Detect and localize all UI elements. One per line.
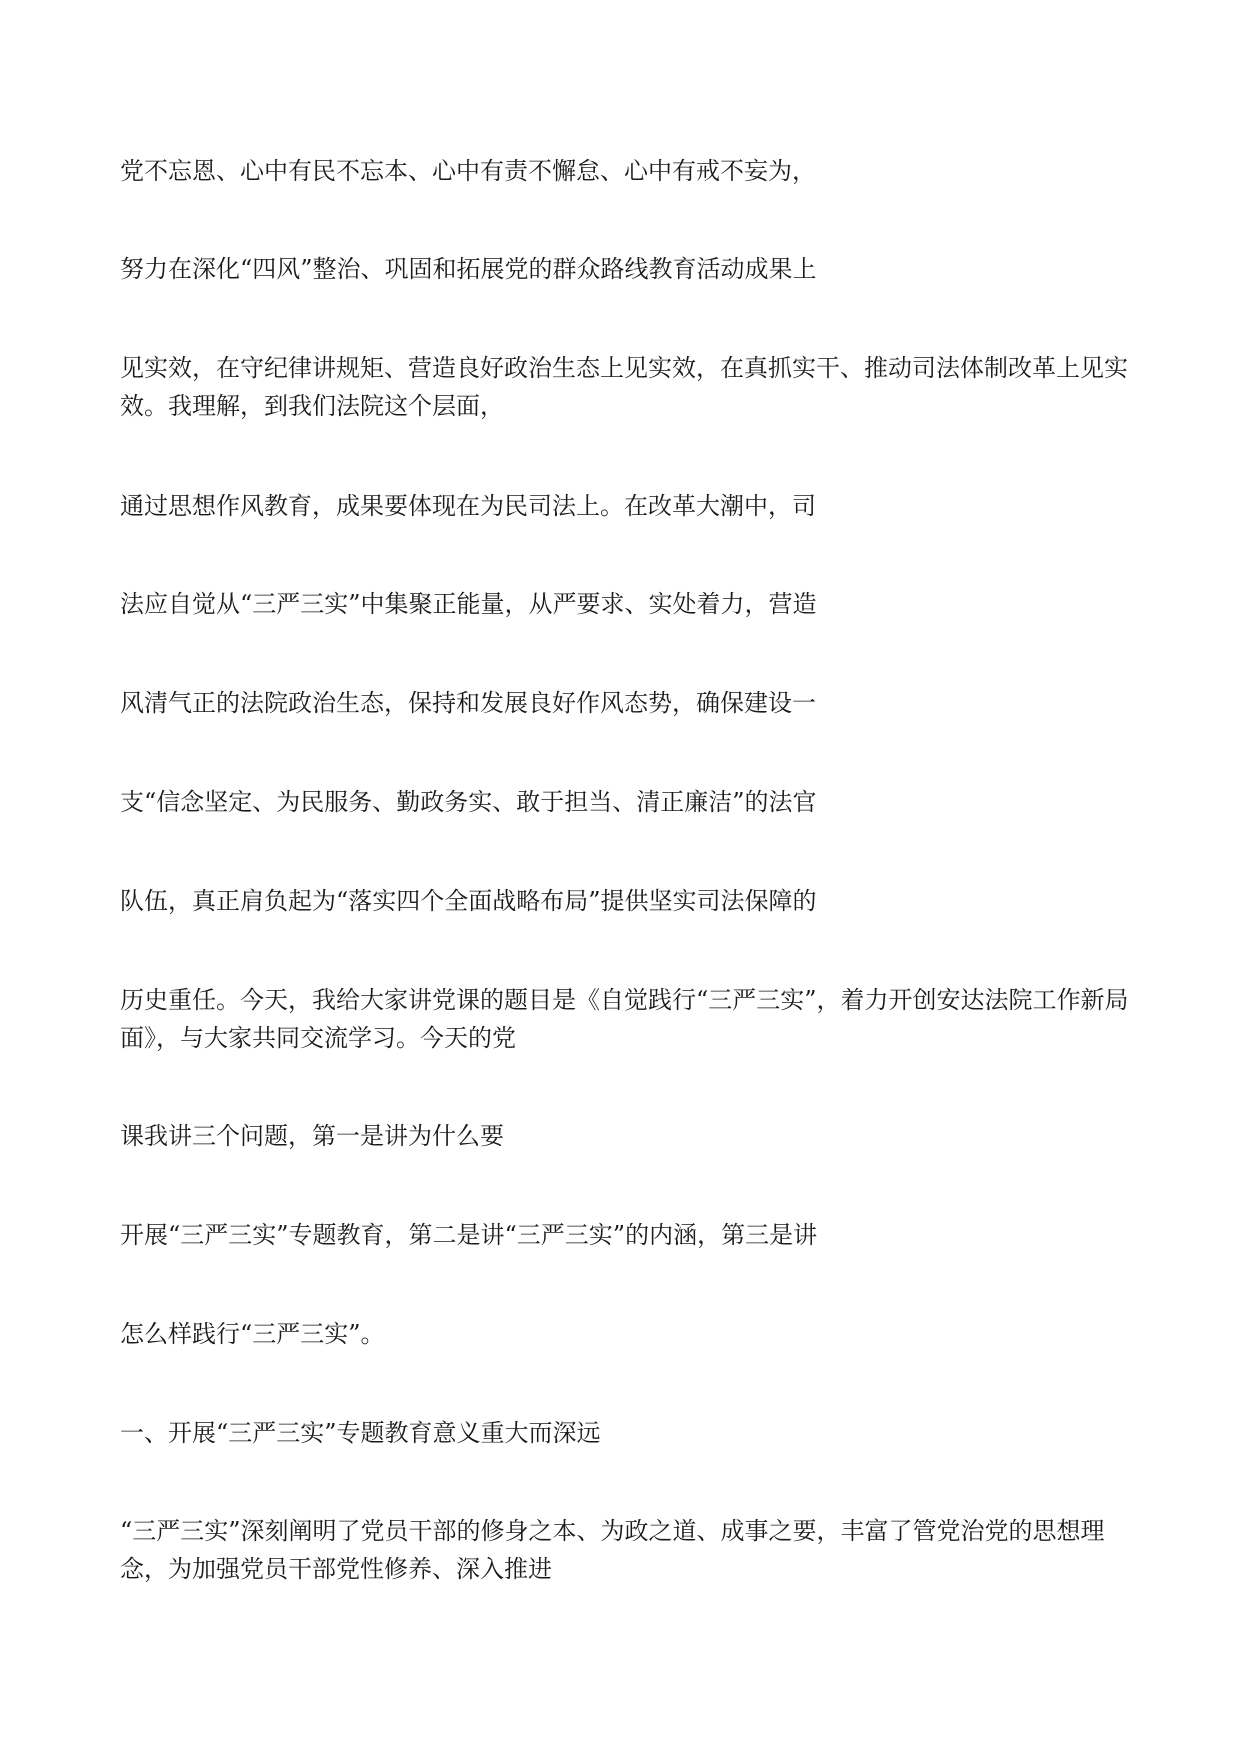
paragraph-10: 课我讲三个问题，第一是讲为什么要 bbox=[120, 1122, 504, 1150]
paragraph-7: 支“信念坚定、为民服务、勤政务实、敢于担当、清正廉洁”的法官 bbox=[120, 788, 817, 816]
paragraph-8: 队伍，真正肩负起为“落实四个全面战略布局”提供坚实司法保障的 bbox=[120, 887, 817, 915]
paragraph-1: 党不忘恩、心中有民不忘本、心中有责不懈怠、心中有戒不妄为， bbox=[120, 157, 816, 185]
paragraph-11: 开展“三严三实”专题教育，第二是讲“三严三实”的内涵，第三是讲 bbox=[120, 1221, 818, 1249]
paragraph-6: 风清气正的法院政治生态，保持和发展良好作风态势，确保建设一 bbox=[120, 689, 816, 717]
paragraph-3: 见实效，在守纪律讲规矩、营造良好政治生态上见实效，在真抓实干、推动司法体制改革上见实效。我理解，到我们法院这个层面， bbox=[120, 354, 1128, 420]
paragraph-4: 通过思想作风教育，成果要体现在为民司法上。在改革大潮中，司 bbox=[120, 492, 816, 520]
section-heading-1: 一、开展“三严三实”专题教育意义重大而深远 bbox=[120, 1419, 601, 1447]
paragraph-9: 历史重任。今天，我给大家讲党课的题目是《自觉践行“三严三实”，着力开创安达法院工作新局面》，与大家共同交流学习。今天的党 bbox=[120, 986, 1129, 1052]
paragraph-2: 努力在深化“四风”整治、巩固和拓展党的群众路线教育活动成果上 bbox=[120, 255, 817, 283]
paragraph-12: 怎么样践行“三严三实”。 bbox=[120, 1320, 385, 1348]
paragraph-5: 法应自觉从“三严三实”中集聚正能量，从严要求、实处着力，营造 bbox=[120, 590, 817, 618]
paragraph-13: “三严三实”深刻阐明了党员干部的修身之本、为政之道、成事之要，丰富了管党治党的思想理念，为加强党员干部党性修养、深入推进 bbox=[120, 1517, 1105, 1583]
